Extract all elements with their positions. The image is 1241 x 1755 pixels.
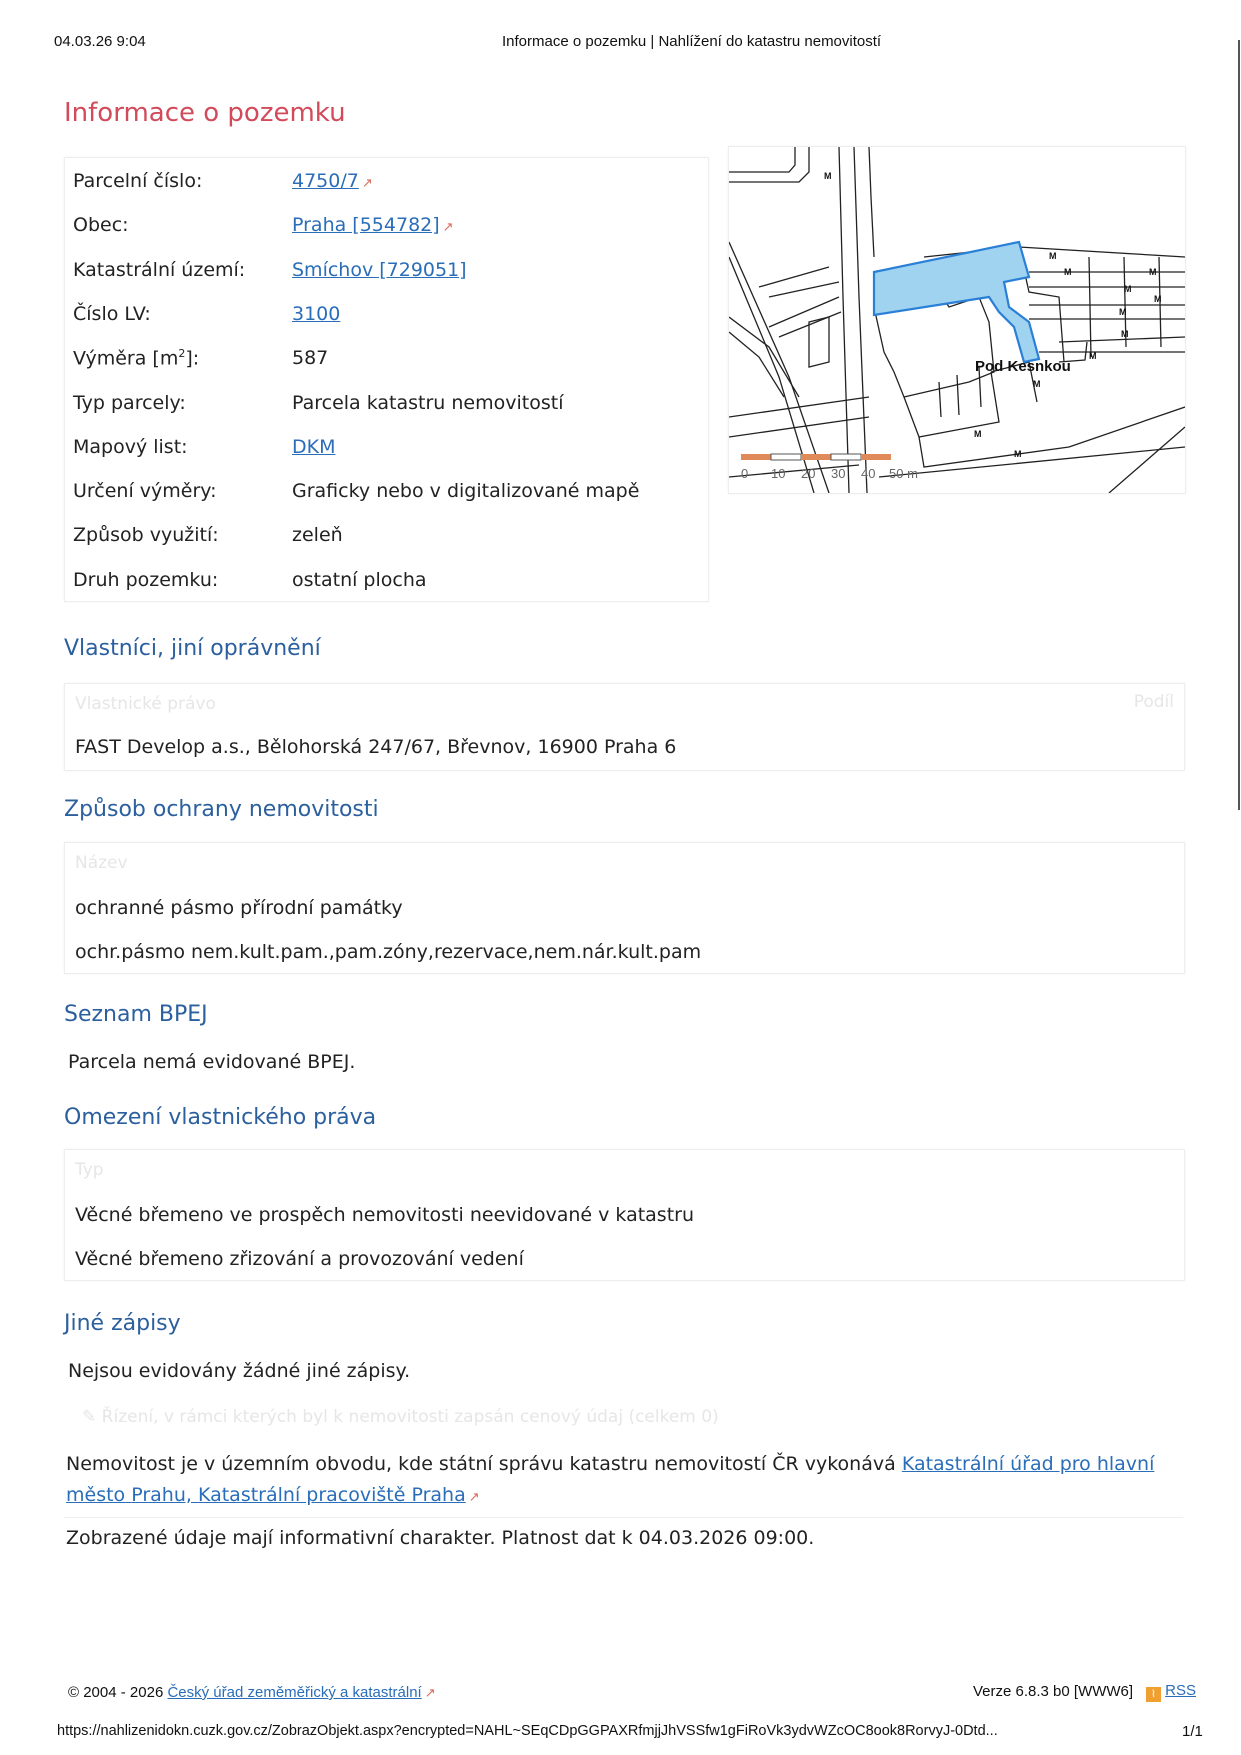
svg-text:M: M	[1121, 329, 1129, 339]
protection-table	[64, 842, 1185, 974]
parcel-value: Graficky nebo v digitalizované mapě	[292, 480, 640, 502]
protection-heading: Způsob ochrany nemovitosti	[64, 797, 379, 822]
parcel-value[interactable]: DKM	[292, 436, 336, 458]
external-link-icon: ↗	[361, 176, 373, 191]
parcel-label: Způsob využití:	[73, 524, 219, 546]
other-text: Nejsou evidovány žádné jiné zápisy.	[68, 1360, 411, 1382]
owner-row: FAST Develop a.s., Bělohorská 247/67, Břevnov, 16900 Praha 6	[75, 736, 677, 758]
external-link-icon: ↗	[468, 1490, 480, 1505]
office-text: Nemovitost je v územním obvodu, kde státní správu katastru nemovitostí ČR vykonává Katastrální úřad pro hlavní město Prahu, Katastrální pracoviště Praha ↗	[66, 1449, 1176, 1513]
footer-version: Verze 6.8.3 b0 [WWW6]	[973, 1683, 1134, 1700]
parcel-label: Katastrální území:	[73, 259, 246, 281]
parcel-label: Obec:	[73, 214, 129, 236]
restriction-row: Věcné břemeno ve prospěch nemovitosti neevidované v katastru	[75, 1204, 695, 1226]
footer-url: https://nahlizenidokn.cuzk.gov.cz/ZobrazObjekt.aspx?encrypted=NAHL~SEqCDpGGPAXRfmjjJhVSSfw1gFiRoVk3ydvWZcOC8ook8RorvyJ-0Dtd...	[57, 1723, 998, 1739]
parcel-value[interactable]: 3100	[292, 303, 341, 325]
footer-copyright: © 2004 - 2026 Český úřad zeměměřický a katastrální ↗	[68, 1684, 436, 1701]
parcel-value: Parcela katastru nemovitostí	[292, 392, 564, 414]
bpej-text: Parcela nemá evidované BPEJ.	[68, 1051, 356, 1073]
print-datetime: 04.03.26 9:04	[54, 33, 146, 50]
page-title: Informace o pozemku	[64, 98, 346, 128]
svg-text:M: M	[1154, 294, 1162, 304]
other-heading: Jiné zápisy	[64, 1311, 181, 1336]
validity-text: Zobrazené údaje mají informativní charakter. Platnost dat k 04.03.2026 09:00.	[66, 1527, 815, 1549]
restrictions-table	[64, 1149, 1185, 1281]
scale-label: 0	[741, 466, 749, 481]
rss-link[interactable]: ⌇ RSS	[1146, 1682, 1196, 1702]
office-link[interactable]: Katastrální úřad pro hlavní město Prahu, Katastrální pracoviště Praha	[66, 1453, 1155, 1506]
parcel-value[interactable]: Smíchov [729051]	[292, 259, 467, 281]
parcel-label: Parcelní číslo:	[73, 170, 203, 192]
svg-text:M: M	[1124, 284, 1132, 294]
external-link-icon: ↗	[442, 220, 454, 235]
protection-row: ochr.pásmo nem.kult.pam.,pam.zóny,rezervace,nem.nár.kult.pam	[75, 941, 702, 963]
print-title: Informace o pozemku | Nahlížení do katastru nemovitostí	[502, 33, 882, 50]
parcel-label: Určení výměry:	[73, 480, 217, 502]
scale-label: 50 m	[889, 466, 918, 481]
external-link-icon: ↗	[424, 1685, 436, 1700]
scale-label: 20	[801, 466, 816, 481]
parcel-value: zeleň	[292, 524, 343, 546]
parcel-label: Mapový list:	[73, 436, 188, 458]
divider	[64, 1517, 1183, 1518]
parcel-label: Typ parcely:	[73, 392, 186, 414]
restrictions-col-type: Typ	[75, 1160, 104, 1180]
svg-text:M: M	[1089, 351, 1097, 361]
svg-text:M: M	[1119, 307, 1127, 317]
svg-text:M: M	[824, 171, 832, 181]
cuzk-link[interactable]: Český úřad zeměměřický a katastrální	[167, 1684, 422, 1701]
parcel-value: ostatní plocha	[292, 569, 427, 591]
parcel-value[interactable]: Praha [554782] ↗	[292, 214, 454, 236]
parcel-label: Číslo LV:	[73, 303, 151, 325]
map-frame	[728, 146, 1186, 494]
svg-text:M: M	[1014, 449, 1022, 459]
owners-table	[64, 683, 1185, 771]
scale-label: 30	[831, 466, 846, 481]
owners-heading: Vlastníci, jiní oprávnění	[64, 636, 321, 661]
protection-row: ochranné pásmo přírodní památky	[75, 897, 403, 919]
page-edge	[1238, 40, 1240, 810]
restrictions-heading: Omezení vlastnického práva	[64, 1105, 377, 1130]
highlighted-parcel[interactable]	[874, 242, 1039, 362]
owners-col-share: Podíl	[1133, 692, 1174, 712]
rss-icon: ⌇	[1146, 1687, 1161, 1702]
svg-text:M: M	[1149, 267, 1157, 277]
svg-text:M: M	[1049, 251, 1057, 261]
footer-page: 1/1	[1182, 1723, 1203, 1740]
restriction-row: Věcné břemeno zřizování a provozování vedení	[75, 1248, 524, 1270]
parcel-label: Výměra $[m^2]$:	[73, 347, 200, 370]
map-street-label: Pod Kesnkou	[975, 358, 1071, 375]
parcel-value: 587	[292, 347, 329, 369]
parcel-map[interactable]	[729, 147, 1185, 493]
parcel-value[interactable]: 4750/7 ↗	[292, 170, 373, 192]
protection-col-name: Název	[75, 853, 128, 873]
owners-col-right: Vlastnické právo	[75, 694, 216, 714]
svg-text:M: M	[1033, 379, 1041, 389]
svg-text:M: M	[974, 429, 982, 439]
scale-label: 40	[861, 466, 876, 481]
faded-note: ✎ Řízení, v rámci kterých byl k nemovitosti zapsán cenový údaj (celkem 0)	[82, 1407, 719, 1427]
scale-label: 10	[771, 466, 786, 481]
parcel-label: Druh pozemku:	[73, 569, 219, 591]
bpej-heading: Seznam BPEJ	[64, 1002, 208, 1027]
svg-text:M: M	[1064, 267, 1072, 277]
